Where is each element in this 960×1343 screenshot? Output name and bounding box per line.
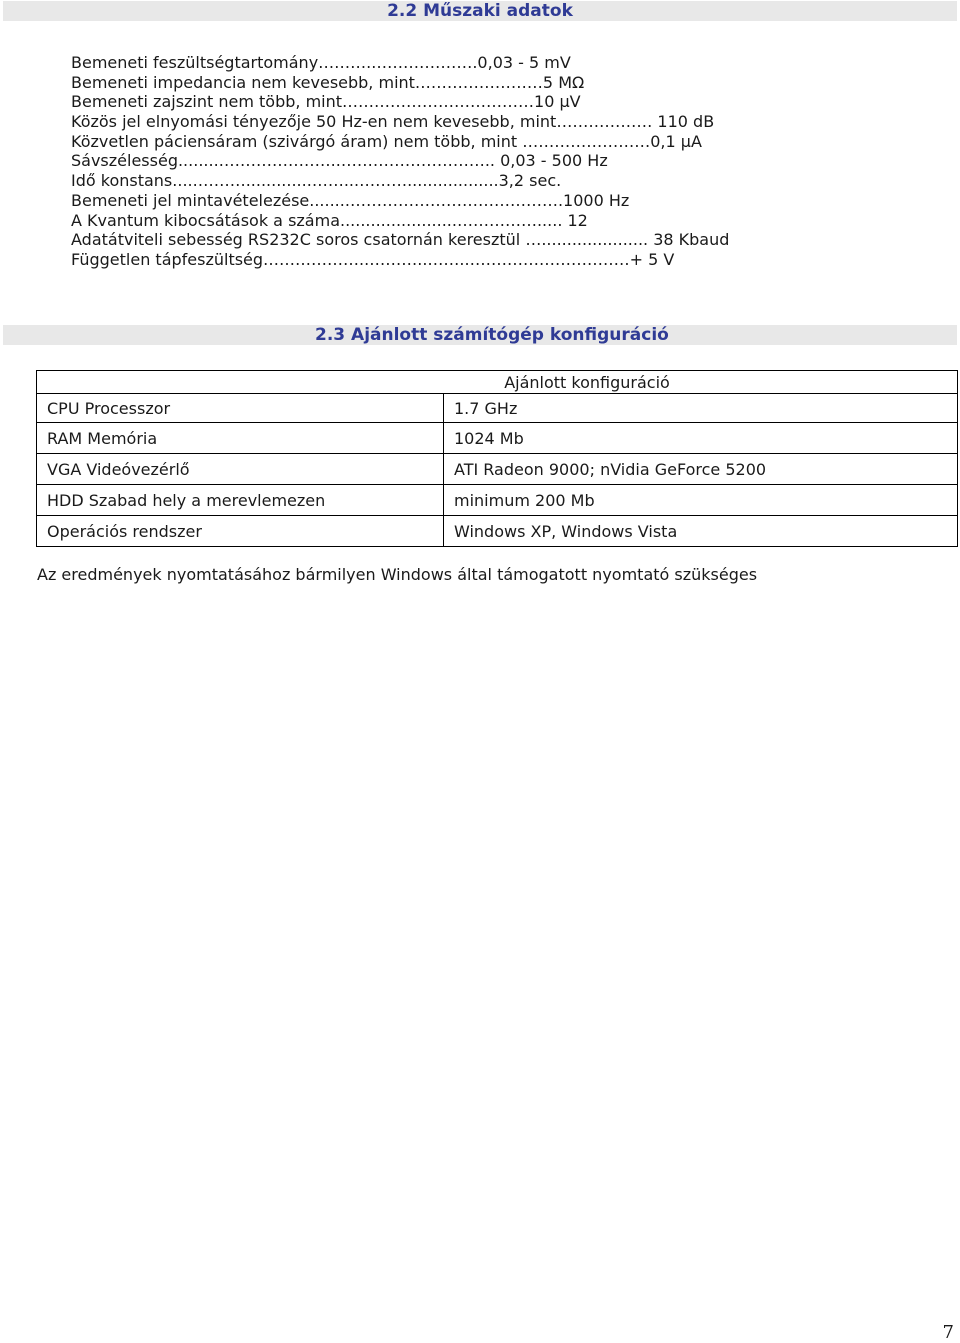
page-number: 7 [942,1322,954,1343]
config-table [36,370,958,547]
printer-note: Az eredmények nyomtatásához bármilyen Windows által támogatott nyomtató szükséges [37,565,758,584]
table-cell-label: RAM Memória [37,423,444,454]
table-row [37,485,958,516]
spec-list [71,53,871,270]
section-title: 2.3 Ajánlott számítógép konfiguráció [315,325,669,345]
table-cell-value: 1.7 GHz [444,394,958,423]
table-cell-value: ATI Radeon 9000; nVidia GeForce 5200 [444,454,958,485]
spec-line: Bemeneti jel mintavételezése........………………………………….1000 Hz [71,190,630,210]
table-row [37,394,958,423]
spec-line: Független tápfeszültség………………..………..……..…………………………+ 5 V [71,249,675,269]
table-header: Ajánlott konfiguráció [37,371,958,394]
table-row [37,516,958,547]
spec-line: Idő konstans.....……….............……...………..................3,2 sec. [71,171,562,191]
spec-line: A Kvantum kibocsátások a száma.......................……………..... 12 [71,210,588,230]
table-cell-label: VGA Videóvezérlő [37,454,444,485]
spec-line: Sávszélesség........…………………..……………………….. 0,03 - 500 Hz [71,151,608,171]
table-cell-value: 1024 Mb [444,423,958,454]
table-cell-value: Windows XP, Windows Vista [444,516,958,547]
spec-line: Adatátviteli sebesség RS232C soros csatornán keresztül …..................... 38 Kbaud [71,230,730,250]
table-cell-label: HDD Szabad hely a merevlemezen [37,485,444,516]
section-header-recommended-config [3,325,957,345]
table-row [37,454,958,485]
spec-line: Közös jel elnyomási tényezője 50 Hz-en nem kevesebb, mint……………… 110 dB [71,112,715,132]
table-header-row [37,371,958,394]
spec-line: Bemeneti feszültségtartomány………..……………….0,03 - 5 mV [71,53,571,72]
section-title: 2.2 Műszaki adatok [387,1,573,21]
spec-line: Bemeneti zajszint nem több, mint………………………………10 µV [71,92,581,112]
table-cell-value: minimum 200 Mb [444,485,958,516]
spec-line: Bemeneti impedancia nem kevesebb, mint……………………5 MΩ [71,72,585,92]
table-row [37,423,958,454]
table-cell-label: Operációs rendszer [37,516,444,547]
section-header-technical-data [3,1,957,21]
spec-line: Közvetlen páciensáram (szivárgó áram) nem több, mint ……………………0,1 µA [71,131,702,151]
table-cell-label: CPU Processzor [37,394,444,423]
